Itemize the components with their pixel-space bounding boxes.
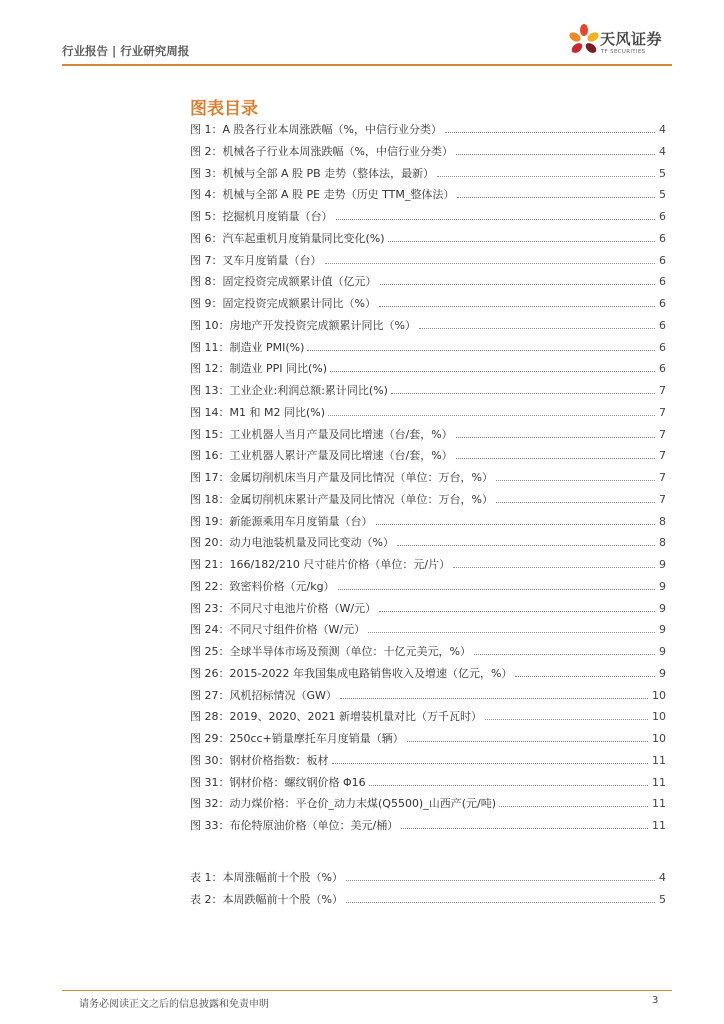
toc-entry-page[interactable]: 10 <box>652 732 666 745</box>
toc-entry-label[interactable]: 图 14：M1 和 M2 同比(%) <box>190 405 325 419</box>
header-divider <box>62 64 672 66</box>
toc-entry-page[interactable]: 8 <box>659 514 666 528</box>
toc-entry-label[interactable]: 图 11：制造业 PMI(%) <box>190 340 305 354</box>
toc-title: 图表目录 <box>190 99 258 119</box>
dot-leader <box>380 284 656 285</box>
toc-entry[interactable] <box>190 869 666 891</box>
toc-entry-page[interactable]: 6 <box>659 340 666 354</box>
toc-entry-page[interactable]: 6 <box>659 231 666 245</box>
toc-entry[interactable] <box>190 469 666 491</box>
dot-leader <box>379 611 655 612</box>
toc-entry-label[interactable]: 图 10：房地产开发投资完成额累计同比（%） <box>190 318 416 332</box>
toc-entry-label[interactable]: 图 13：工业企业:利润总额:累计同比(%) <box>190 384 388 397</box>
brand-name: 天风证券 <box>600 30 663 48</box>
toc-entry[interactable] <box>190 774 666 796</box>
toc-entry-page[interactable]: 7 <box>659 427 666 441</box>
toc-entry[interactable] <box>190 891 666 913</box>
toc-entry-page[interactable]: 8 <box>659 536 666 550</box>
toc-entry[interactable] <box>190 817 666 839</box>
toc-entry-label[interactable]: 图 31：钢材价格：螺纹钢价格 Φ16 <box>190 775 366 789</box>
dot-leader <box>338 589 655 590</box>
dot-leader <box>456 458 655 459</box>
toc-entry[interactable] <box>190 687 666 709</box>
toc-entry[interactable] <box>190 317 666 339</box>
dot-leader <box>368 632 655 633</box>
toc-entry[interactable] <box>190 143 666 165</box>
toc-entry[interactable] <box>190 426 666 448</box>
dot-leader <box>379 306 655 307</box>
toc-entry-page[interactable]: 6 <box>659 210 666 223</box>
toc-entry[interactable] <box>190 600 666 622</box>
toc-entry-label[interactable]: 表 2：本周跌幅前十个股（%） <box>190 892 343 906</box>
report-breadcrumb: 行业报告 | 行业研究周报 <box>62 44 190 58</box>
toc-entry-label[interactable]: 图 21：166/182/210 尺寸硅片价格（单位：元/片） <box>190 558 451 571</box>
toc-entry[interactable] <box>190 621 666 643</box>
toc-entry-page[interactable]: 11 <box>652 819 666 832</box>
toc-entry-page[interactable]: 5 <box>659 188 666 202</box>
toc-entry-label[interactable]: 图 20：动力电池装机量及同比变动（%） <box>190 536 394 550</box>
dot-leader <box>456 437 655 438</box>
toc-entry[interactable] <box>190 491 666 513</box>
toc-entry-page[interactable]: 9 <box>659 645 666 658</box>
dot-leader <box>496 502 655 503</box>
toc-entry-label[interactable]: 图 28：2019、2020、2021 新增装机量对比（万千瓦时） <box>190 710 482 724</box>
toc-entry-label[interactable]: 图 30：钢材价格指数：板材 <box>190 753 329 767</box>
toc-entry-label[interactable]: 表 1：本周涨幅前十个股（%） <box>190 871 343 884</box>
toc-entry-label[interactable]: 图 1：A 股各行业本周涨跌幅（%，中信行业分类） <box>190 123 442 136</box>
toc-entry-page[interactable]: 7 <box>659 471 666 484</box>
toc-entry-page[interactable]: 6 <box>659 297 666 310</box>
dot-leader <box>485 719 648 720</box>
toc-entry-page[interactable]: 11 <box>652 753 666 767</box>
toc-entry-label[interactable]: 图 8：固定投资完成额累计值（亿元） <box>190 275 377 289</box>
toc-entry[interactable] <box>190 534 666 556</box>
dot-leader <box>346 902 655 903</box>
footer-divider <box>62 990 672 991</box>
dot-leader <box>340 698 648 699</box>
dot-leader <box>369 785 648 786</box>
dot-leader <box>453 567 655 568</box>
toc-entry-page[interactable]: 11 <box>652 797 666 811</box>
toc-entry-label[interactable]: 图 23：不同尺寸电池片价格（W/元） <box>190 601 377 615</box>
toc-entry[interactable] <box>190 165 666 187</box>
toc-entry-page[interactable]: 10 <box>652 688 666 702</box>
toc-entry[interactable] <box>190 208 666 230</box>
toc-entry-label[interactable]: 图 12：制造业 PPI 同比(%) <box>190 362 328 376</box>
dot-leader <box>499 806 648 807</box>
toc-entry[interactable] <box>190 730 666 752</box>
page-number: 3 <box>652 995 659 1006</box>
dot-leader <box>397 545 655 546</box>
toc-entry[interactable] <box>190 230 666 252</box>
toc-entry-page[interactable]: 6 <box>659 318 666 332</box>
flower-logo-icon <box>568 22 600 62</box>
toc-entry-label[interactable]: 图 26：2015-2022 年我国集成电路销售收入及增速（亿元，%） <box>190 666 513 680</box>
toc-entry-page[interactable]: 9 <box>659 558 666 571</box>
toc-entry[interactable] <box>190 339 666 361</box>
dot-leader <box>336 219 656 220</box>
brand-name-en: TF SECURITIES <box>601 49 646 55</box>
footer-disclaimer: 请务必阅读正文之后的信息披露和免责申明 <box>79 999 269 1010</box>
dot-leader <box>401 828 648 829</box>
company-logo <box>568 22 678 64</box>
toc-entry-label[interactable]: 图 6：汽车起重机月度销量同比变化(%) <box>190 231 385 245</box>
toc-entry[interactable] <box>190 513 666 535</box>
figure-list <box>190 121 666 839</box>
dot-leader <box>332 763 649 764</box>
toc-entry-label[interactable]: 图 15：工业机器人当月产量及同比增速（台/套，%） <box>190 427 453 441</box>
toc-entry-label[interactable]: 图 4：机械与全部 A 股 PE 走势（历史 TTM_整体法） <box>190 188 455 202</box>
dot-leader <box>474 654 655 655</box>
table-list <box>190 869 666 913</box>
toc-entry-label[interactable]: 图 32：动力煤价格：平仓价_动力末煤(Q5500)_山西产(元/吨) <box>190 797 497 811</box>
dot-leader <box>496 480 655 481</box>
toc-entry[interactable] <box>190 295 666 317</box>
toc-entry-label[interactable]: 图 24：不同尺寸组件价格（W/元） <box>190 623 366 637</box>
dot-leader <box>376 524 656 525</box>
toc-entry-page[interactable]: 4 <box>659 871 666 884</box>
toc-entry-label[interactable]: 图 19：新能源乘用车月度销量（台） <box>190 514 373 528</box>
dot-leader <box>325 263 656 264</box>
toc-entry[interactable] <box>190 382 666 404</box>
toc-entry-page[interactable]: 10 <box>652 710 666 724</box>
toc-entry-page[interactable]: 7 <box>659 384 666 397</box>
toc-entry[interactable] <box>190 360 666 382</box>
toc-entry-label[interactable]: 图 5：挖掘机月度销量（台） <box>190 210 333 223</box>
toc-entry-page[interactable]: 6 <box>659 275 666 289</box>
dot-leader <box>307 350 655 351</box>
toc-entry-page[interactable]: 5 <box>659 892 666 906</box>
toc-entry-page[interactable]: 9 <box>659 601 666 615</box>
toc-entry-page[interactable]: 7 <box>659 449 666 463</box>
dot-leader <box>346 880 655 881</box>
toc-entry-label[interactable]: 图 16：工业机器人累计产量及同比增速（台/套，%） <box>190 449 453 463</box>
toc-entry[interactable] <box>190 404 666 426</box>
dot-leader <box>445 132 655 133</box>
toc-entry[interactable] <box>190 121 666 143</box>
toc-entry-label[interactable]: 图 18：金属切削机床累计产量及同比情况（单位：万台，%） <box>190 492 493 506</box>
toc-entry[interactable] <box>190 252 666 274</box>
toc-entry[interactable] <box>190 186 666 208</box>
dot-leader <box>388 241 655 242</box>
dot-leader <box>330 371 655 372</box>
toc-entry-label[interactable]: 图 9：固定投资完成额累计同比（%） <box>190 297 376 310</box>
toc-entry[interactable] <box>190 556 666 578</box>
toc-entry-page[interactable]: 9 <box>659 579 666 593</box>
toc-entry[interactable] <box>190 273 666 295</box>
dot-leader <box>515 676 655 677</box>
toc-entry-page[interactable]: 6 <box>659 362 666 376</box>
toc-entry-label[interactable]: 图 3：机械与全部 A 股 PB 走势（整体法，最新） <box>190 166 435 180</box>
toc-entry-label[interactable]: 图 2：机械各子行业本周涨跌幅（%，中信行业分类） <box>190 144 453 158</box>
toc-entry-label[interactable]: 图 7：叉车月度销量（台） <box>190 253 322 267</box>
dot-leader <box>328 415 655 416</box>
toc-entry[interactable] <box>190 578 666 600</box>
toc-entry-page[interactable]: 7 <box>659 492 666 506</box>
toc-entry[interactable] <box>190 708 666 730</box>
toc-entry-page[interactable]: 9 <box>659 623 666 637</box>
toc-entry-label[interactable]: 图 17：金属切削机床当月产量及同比情况（单位：万台，%） <box>190 471 493 484</box>
toc-entry[interactable] <box>190 447 666 469</box>
dot-leader <box>457 197 655 198</box>
toc-entry-label[interactable]: 图 29：250cc+销量摩托车月度销量（辆） <box>190 732 404 745</box>
toc-entry-page[interactable]: 11 <box>652 775 666 789</box>
dot-leader <box>437 176 655 177</box>
dot-leader <box>419 328 655 329</box>
toc-entry-label[interactable]: 图 33：布伦特原油价格（单位：美元/桶） <box>190 819 399 832</box>
toc-entry[interactable] <box>190 665 666 687</box>
toc-entry-page[interactable]: 4 <box>659 144 666 158</box>
toc-entry-page[interactable]: 6 <box>659 253 666 267</box>
dot-leader <box>456 154 655 155</box>
toc-entry[interactable] <box>190 752 666 774</box>
toc-entry[interactable] <box>190 795 666 817</box>
toc-entry[interactable] <box>190 643 666 665</box>
toc-entry-page[interactable]: 7 <box>659 405 666 419</box>
toc-entry-label[interactable]: 图 25：全球半导体市场及预测（单位：十亿元美元，%） <box>190 645 471 658</box>
toc-entry-label[interactable]: 图 22：致密料价格（元/kg） <box>190 579 335 593</box>
toc-entry-page[interactable]: 4 <box>659 123 666 136</box>
dot-leader <box>407 741 648 742</box>
toc-entry-page[interactable]: 9 <box>659 666 666 680</box>
dot-leader <box>391 393 655 394</box>
toc-entry-label[interactable]: 图 27：风机招标情况（GW） <box>190 688 337 702</box>
toc-entry-page[interactable]: 5 <box>659 166 666 180</box>
